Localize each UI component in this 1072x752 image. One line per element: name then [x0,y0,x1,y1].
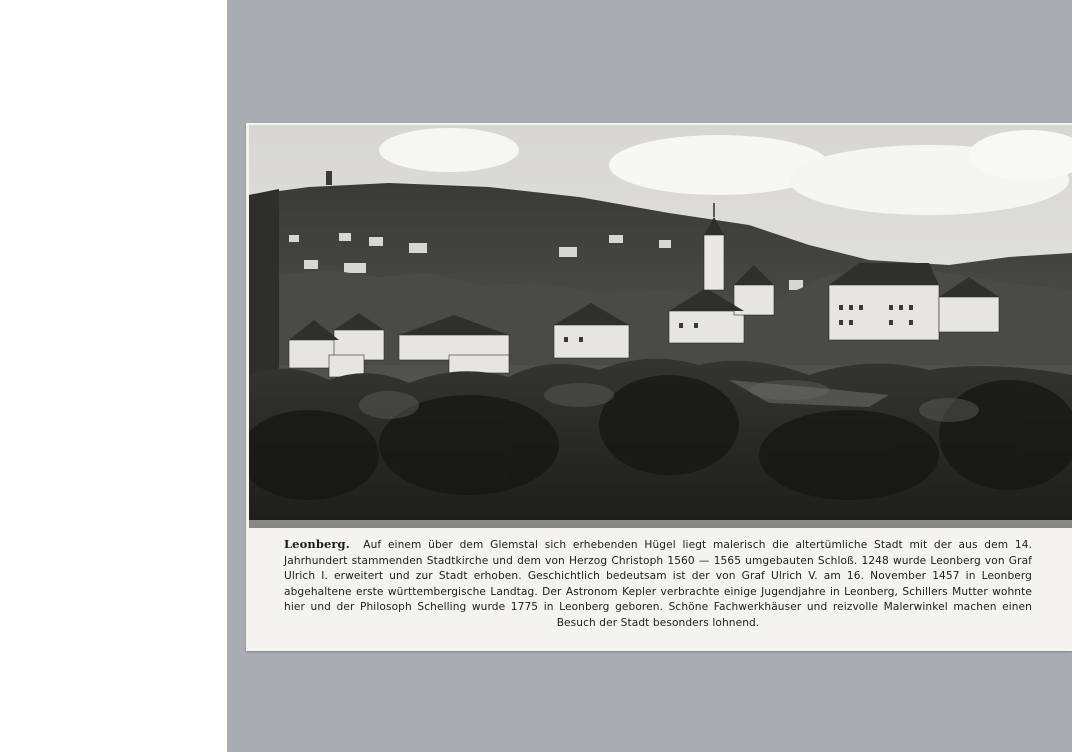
page-margin [0,0,227,752]
postcard [246,123,1072,651]
caption-title: Leonberg. [284,537,350,551]
caption-text [284,537,1032,632]
town-panorama-photo [249,125,1072,528]
leonberg-landscape-image [249,125,1072,528]
caption-body: Auf einem über dem Glemstal sich erhebenden Hügel liegt malerisch die altertümliche Stadt mit der aus dem 14. Jahrhundert stammenden Stadtkirche und dem von Herzog Christoph 1560 — 1565 umgebauten Schloß. 1248 wurde Leonberg von Graf Ulrich I. erweitert und zur Stadt erhoben. Geschichtlich bedeutsam ist der von Graf Ulrich V. am 16. November 1457 in Leonberg abgehaltene erste württembergische Landtag. Der Astronom Kepler verbrachte einige Jugendjahre in Leonberg, Schillers Mutter wohnte hier und der Philosoph Schelling wurde 1775 in Leonberg geboren. Schöne Fachwerkhäuser und reizvolle Malerwinkel machen einen Besuch der Stadt besonders lohnend. [284,539,1033,629]
